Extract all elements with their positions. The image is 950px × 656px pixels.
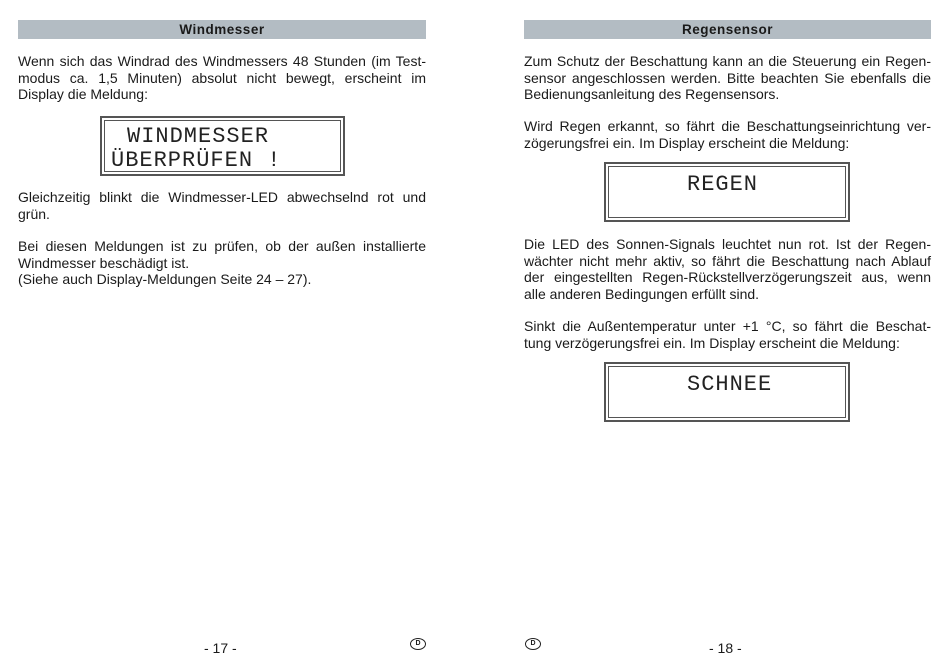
- language-badge-icon: D: [410, 638, 426, 650]
- language-badge-icon: D: [525, 638, 541, 650]
- windmesser-intro-text: Wenn sich das Windrad des Windmessers 48 Stunden (im Test- modus ca. 1,5 Minuten) absolut nicht bewegt, erscheint im Display die Meldung:: [18, 53, 426, 102]
- regen-led-text: Die LED des Sonnen-Signals leuchtet nun rot. Ist der Regen- wächter nicht mehr aktiv, so fährt die Beschattung nach Ablauf der eingestellten Regen-Rückstellverzögerungszeit aus, wenn alle anderen Bedingungen erfüllt sind.: [524, 236, 931, 302]
- schnee-text: Sinkt die Außentemperatur unter +1 °C, so fährt die Beschat- tung verzögerungsfrei ein. Im Display erscheint die Meldung:: [524, 318, 931, 351]
- lcd-regen-text: REGEN: [608, 166, 846, 218]
- regen-detected-text: Wird Regen erkannt, so fährt die Beschattungseinrichtung ver- zögerungsfrei ein. Im Display erscheint die Meldung:: [524, 118, 931, 151]
- right-page: [524, 20, 931, 351]
- lcd-line-2: ÜBERPRÜFEN !: [111, 148, 282, 173]
- page-number-left: - 17 -: [204, 640, 237, 656]
- lcd-line-1: WINDMESSER: [127, 124, 270, 149]
- lcd-display-windmesser: [100, 116, 345, 176]
- lcd-display-schnee: [604, 362, 850, 422]
- section-title-regensensor: Regensensor: [524, 20, 931, 39]
- lcd-schnee-text: SCHNEE: [608, 366, 846, 418]
- windmesser-led-text: Gleichzeitig blinkt die Windmesser-LED abwechselnd rot und grün.: [18, 189, 426, 222]
- section-title-windmesser: Windmesser: [18, 20, 426, 39]
- page-number-right: - 18 -: [709, 640, 742, 656]
- windmesser-check-text: Bei diesen Meldungen ist zu prüfen, ob der außen installierte Windmesser beschädigt ist. (Siehe auch Display-Meldungen Seite 24 – 27).: [18, 238, 426, 287]
- regensensor-intro-text: Zum Schutz der Beschattung kann an die Steuerung ein Regen- sensor angeschlossen werden. Bitte beachten Sie ebenfalls die Bedienungsanleitung des Regensensors.: [524, 53, 931, 102]
- lcd-display-regen: [604, 162, 850, 222]
